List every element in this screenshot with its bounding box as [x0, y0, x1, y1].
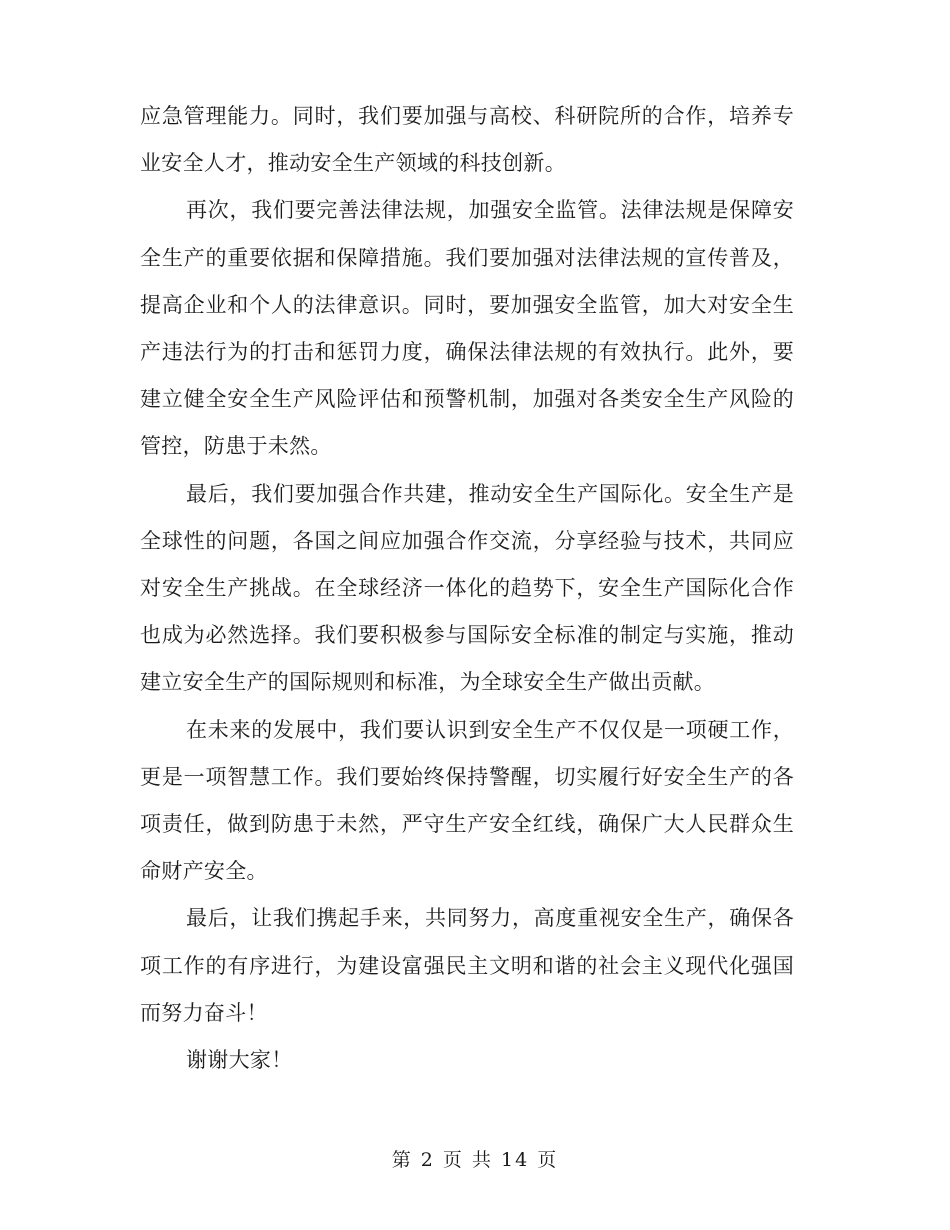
paragraph-4: 在未来的发展中，我们要认识到安全生产不仅仅是一项硬工作，更是一项智慧工作。我们要始终保持警醒，切实履行好安全生产的各项责任，做到防患于未然，严守生产安全红线，确保广大人民群众生命财产安全。	[140, 717, 794, 884]
paragraph-6: 谢谢大家！	[186, 1048, 293, 1073]
document-body	[140, 93, 794, 1084]
paragraph-2: 再次，我们要完善法律法规，加强安全监管。法律法规是保障安全生产的重要依据和保障措施。我们要加强对法律法规的宣传普及，提高企业和个人的法律意识。同时，要加强安全监管，加大对安全生产违法行为的打击和惩罚力度，确保法律法规的有效执行。此外，要建立健全安全生产风险评估和预警机制，加强对各类安全生产风险的管控，防患于未然。	[140, 198, 794, 459]
page-number-footer: 第 2 页 共 14 页	[391, 1149, 559, 1171]
paragraph-1: 应急管理能力。同时，我们要加强与高校、科研院所的合作，培养专业安全人才，推动安全生产领域的科技创新。	[140, 104, 794, 176]
paragraph-5: 最后，让我们携起手来，共同努力，高度重视安全生产，确保各项工作的有序进行，为建设富强民主文明和谐的社会主义现代化强国而努力奋斗！	[140, 906, 794, 1025]
paragraph-3: 最后，我们要加强合作共建，推动安全生产国际化。安全生产是全球性的问题，各国之间应加强合作交流，分享经验与技术，共同应对安全生产挑战。在全球经济一体化的趋势下，安全生产国际化合作也成为必然选择。我们要积极参与国际安全标准的制定与实施，推动建立安全生产的国际规则和标准，为全球安全生产做出贡献。	[140, 481, 794, 695]
